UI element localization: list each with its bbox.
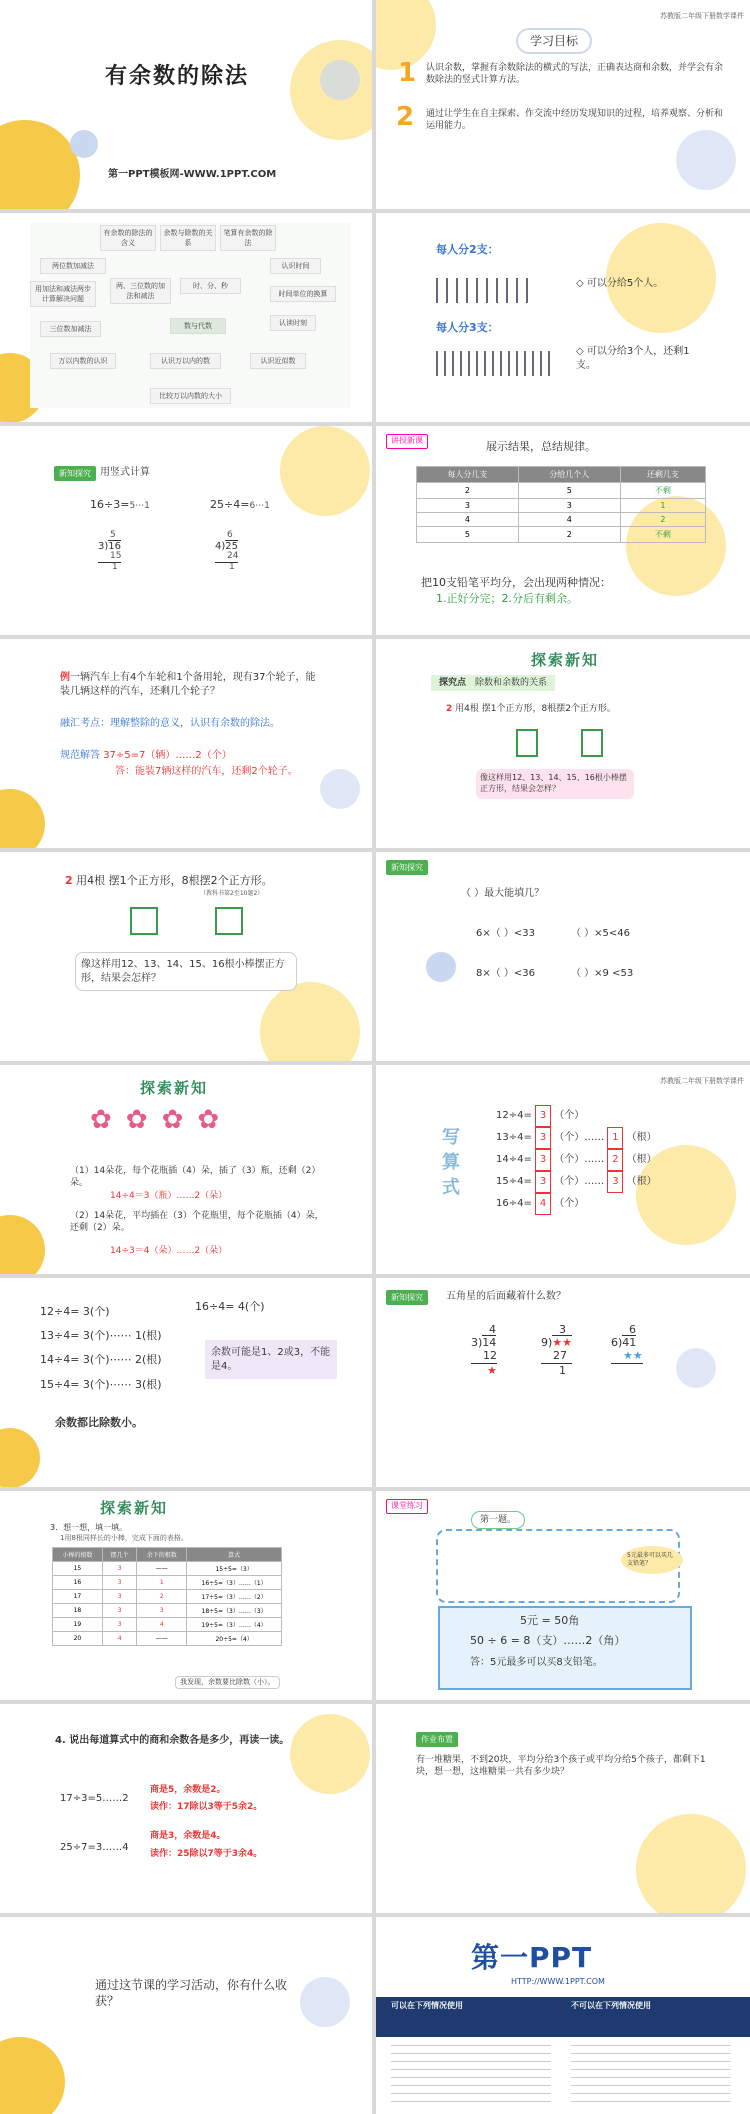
- deco-circle: [636, 1814, 746, 1913]
- slide-example[interactable]: [0, 639, 372, 848]
- question-bubble: 像这样用12、13、14、15、16根小棒摆正方形，结果会怎样？: [476, 769, 634, 799]
- section-badge: 新知探究: [54, 466, 96, 481]
- goal-1: 认识余数，掌握有余数除法的横式的写法，正确表达商和余数，并学会有余数除法的竖式计算方法。: [426, 63, 724, 86]
- solution: 规范解答 37÷5=7（辆）……2（个）: [60, 750, 232, 761]
- remainder-right: 16÷4= 4(个): [195, 1300, 265, 1313]
- equation-2: 25÷7=3……4: [60, 1842, 129, 1853]
- link-list: [571, 2045, 731, 2105]
- deco-circle: [0, 2037, 65, 2114]
- header-text: 苏教版二年级下册数学课件: [660, 12, 744, 20]
- slide-write-equations[interactable]: [376, 1065, 750, 1274]
- square: [581, 729, 603, 757]
- slide-exercise-1[interactable]: [376, 1491, 750, 1700]
- slide-mindmap[interactable]: [0, 213, 372, 422]
- forbidden-heading: 不可以在下列情况使用: [571, 2001, 651, 2010]
- slide-reflection[interactable]: [0, 1917, 372, 2114]
- section-badge: 新知探究: [386, 1290, 428, 1305]
- equation-1: 14÷4＝3（瓶）……2（朵）: [110, 1191, 228, 1201]
- division-a: 4 3)14 12 ★: [471, 1323, 497, 1377]
- speech-bubble: 5元最多可以买几支铅笔？: [621, 1546, 683, 1574]
- star-icon: ★: [487, 1363, 497, 1377]
- slide-table-summary[interactable]: [376, 426, 750, 635]
- inequality: 6×（ ）<33: [476, 928, 536, 939]
- slide-explore-1[interactable]: [376, 639, 750, 848]
- slide-table-fill[interactable]: [0, 1491, 372, 1700]
- deco-circle: [70, 130, 98, 158]
- square: [516, 729, 538, 757]
- slide-read-equations[interactable]: [0, 1704, 372, 1913]
- deco-circle: [320, 60, 360, 100]
- question: 3．想一想，填一填。: [50, 1523, 128, 1532]
- slide-title[interactable]: [0, 0, 372, 209]
- pencils-group: [436, 278, 536, 303]
- deco-circle: [300, 1977, 350, 2027]
- slide-fill-max[interactable]: [376, 852, 750, 1061]
- explore-title: 探索新知: [100, 1499, 169, 1517]
- deco-circle: [676, 1348, 716, 1388]
- reading-2: 读作：25除以7等于3余4。: [150, 1849, 263, 1859]
- problem-2: （2）14朵花，平均插在（3）个花瓶里，每个花瓶插（4）朵，还剩（2）朵。: [70, 1211, 324, 1234]
- flower-vase-icon: ✿✿✿✿: [90, 1105, 234, 1135]
- question-title: （ ）最大能填几？: [461, 888, 545, 899]
- answer-line-2: 50 ÷ 6 = 8（支）……2（角）: [470, 1634, 626, 1647]
- deco-circle: [0, 789, 45, 848]
- goal-2: 通过让学生在自主探索、作交流中经历发现知识的过程，培养观察、分析和运用能力。: [426, 109, 724, 132]
- equation-2: 25÷4=6⋯1: [210, 498, 270, 511]
- node: 认读时刻: [270, 315, 316, 331]
- mindmap-area: [30, 223, 350, 408]
- division-b: 3 9)★★ 27 1: [541, 1323, 573, 1377]
- node: 余数与除数的关系: [160, 225, 216, 251]
- usage-panel: [376, 1997, 750, 2037]
- deco-circle: [676, 130, 736, 190]
- question-title: 五角星的后面藏着什么数？: [446, 1291, 566, 1302]
- note-box: 余数可能是1、2或3，不能是4。: [205, 1340, 337, 1379]
- deco-circle: [0, 1215, 45, 1274]
- deco-circle: [260, 982, 360, 1061]
- site-text: 第一PPT模板网-WWW.1PPT.COM: [108, 169, 277, 180]
- problem-1: （1）14朵花，每个花瓶插（4）朵，插了（3）瓶，还剩（2）朵。: [70, 1166, 321, 1189]
- node: 两、三位数的加法和减法: [110, 278, 171, 304]
- slide-remainder-rule[interactable]: [0, 1278, 372, 1487]
- brand-url: HTTP://WWW.1PPT.COM: [511, 1977, 605, 1986]
- question-title: 4. 说出每道算式中的商和余数各是多少，再读一读。: [55, 1735, 290, 1746]
- slide-flowers[interactable]: [0, 1065, 372, 1274]
- finding-note: 我发现，余数要比除数（小）。: [175, 1676, 280, 1689]
- answer-2: 商是3，余数是4。: [150, 1831, 226, 1841]
- goals-label: 学习目标: [516, 28, 592, 54]
- answer-1: 商是5，余数是2。: [150, 1785, 226, 1795]
- slide-homework[interactable]: [376, 1704, 750, 1913]
- lecture-label: 讲授新课: [386, 434, 428, 449]
- node: 笔算有余数的除法: [220, 225, 276, 251]
- answer: 答：能装7辆这样的汽车，还剩2个轮子。: [115, 766, 298, 777]
- key-point: 融汇考点：理解整除的意义，认识有余数的除法。: [60, 718, 280, 729]
- fill-table: 小棒的根数 摆几个 余下的根数 算式 15 3 —— 15÷5=（3） 16 3 1 16÷5=（3）……（1） 17 3 2 17÷5=（3）……（2） 18 3 3 18÷5=（3）……（3） 19 3 4 19÷5=（3）……（4） 20 4 —— 20÷5=（4）: [52, 1547, 282, 1646]
- remainder-list: 12÷4= 3(个) 13÷4= 3(个)⋯⋯ 1(根) 14÷4= 3(个)⋯⋯ 2(根) 15÷4= 3(个)⋯⋯ 3(根): [40, 1305, 162, 1391]
- node: 时、分、秒: [180, 278, 241, 294]
- deco-circle: [280, 426, 370, 516]
- question-box: 像这样用12、13、14、15、16根小棒摆正方形，结果会怎样？: [75, 952, 297, 991]
- answer-panel: [438, 1606, 692, 1690]
- slide-vertical-calc[interactable]: [0, 426, 372, 635]
- result-table: 每人分几支 分给几个人 还剩几支 2 5 不剩 3 3 1 4 4 2 5 2 不剩: [416, 466, 706, 543]
- deco-circle: [290, 1714, 370, 1794]
- answer-line-1: 5元 = 50角: [520, 1614, 580, 1627]
- node-center: 数与代数: [170, 318, 226, 334]
- explore-title: 探索新知: [531, 651, 600, 669]
- node: 三位数加减法: [40, 321, 101, 337]
- deco-circle: [0, 120, 80, 209]
- reading-1: 读作：17除以3等于5余2。: [150, 1802, 263, 1812]
- slide-hidden-stars[interactable]: [376, 1278, 750, 1487]
- reflection-question: 通过这节课的学习活动，你有什么收获？: [95, 1978, 288, 2009]
- square: [130, 907, 158, 935]
- allowed-heading: 可以在下列情况使用: [391, 2001, 463, 2010]
- line-2-label: 每人分3支：: [436, 321, 499, 334]
- brand-logo: 第一PPT: [471, 1941, 593, 1974]
- equation-list: 12÷4= 3 （个） 13÷4= 3 （个）…… 1 （根） 14÷4= 3 （个）…… 2 （根） 15÷4= 3 （个）…… 3 （根） 16÷4= 4 （个）: [496, 1105, 657, 1215]
- answer-line-3: 答：5元最多可以买8支铅笔。: [470, 1657, 603, 1668]
- node: 认识万以内的数: [150, 353, 221, 369]
- textbook-note: （教科书第2至10题2）: [200, 890, 264, 897]
- summary: 余数都比除数小。: [55, 1416, 143, 1429]
- exercise-head: 第一题。: [471, 1511, 525, 1529]
- sub-question: 1用8根同样长的小棒，完成下面的表格。: [60, 1534, 188, 1542]
- equation-2: 14÷3＝4（朵）……2（朵）: [110, 1246, 228, 1256]
- section-badge: 作业布置: [416, 1732, 458, 1747]
- inequality: （ ）×5<46: [571, 928, 631, 939]
- star-icon: ★★: [611, 1349, 643, 1363]
- header-text: 苏教版二年级下册数学课件: [660, 1077, 744, 1085]
- line-2-result: ◇ 可以分给3个人，还剩1支。: [576, 346, 690, 371]
- deco-circle: [320, 769, 360, 809]
- slide-footer[interactable]: [376, 1917, 750, 2114]
- slide-goals[interactable]: [376, 0, 750, 209]
- line-1-result: ◇ 可以分给5个人。: [576, 278, 664, 289]
- node: 用加法和减法两步计算解决问题: [30, 281, 96, 307]
- slide-pencils[interactable]: [376, 213, 750, 422]
- vertical-2: 6 4)25 24 1: [215, 530, 239, 572]
- square: [215, 907, 243, 935]
- example-problem: 例一辆汽车上有4个车轮和1个备用轮，现有37个轮子，能装几辆这样的汽车，还剩几个轮子？: [60, 672, 316, 697]
- section-badge: 新知探究: [386, 860, 428, 875]
- line-1-label: 每人分2支：: [436, 243, 499, 256]
- node: 两位数加减法: [40, 258, 106, 274]
- vertical-1: 5 3)16 15 1: [98, 530, 122, 572]
- goal-number-2: 2: [396, 102, 415, 132]
- explore-title: 探索新知: [140, 1079, 209, 1097]
- summary-1: 把10支铅笔平均分，会出现两种情况：: [421, 576, 611, 589]
- instruction: 用竖式计算: [100, 467, 150, 478]
- homework-text: 有一堆糖果，不到20块，平均分给3个孩子或平均分给5个孩子，都剩下1块，想一想，这堆糖果一共有多少块？: [416, 1755, 706, 1778]
- inequality: 8×（ ）<36: [476, 968, 536, 979]
- goal-number-1: 1: [398, 58, 417, 88]
- deco-circle: [0, 1428, 40, 1487]
- side-label: 写算式: [442, 1127, 460, 1199]
- node: 认识时间: [270, 258, 321, 274]
- summary-2: 1.正好分完；2.分后有剩余。: [436, 592, 578, 605]
- explore-tag: 探究点 除数和余数的关系: [431, 675, 555, 691]
- node: 比较万以内数的大小: [150, 388, 231, 404]
- node: 时间单位的换算: [270, 286, 336, 302]
- pencils-group: [436, 351, 556, 376]
- practice-label: 课堂练习: [386, 1499, 428, 1514]
- inequality: （ ）×9 <53: [571, 968, 634, 979]
- link-list: [391, 2045, 551, 2105]
- equation-1: 16÷3=5⋯1: [90, 498, 150, 511]
- slide-title-text: 有余数的除法: [105, 64, 250, 89]
- deco-circle: [426, 952, 456, 982]
- division-c: 6 6)41 ★★: [611, 1323, 643, 1363]
- slide-squares[interactable]: [0, 852, 372, 1061]
- explore-text: 2 用4根 摆1个正方形，8根摆2个正方形。: [446, 704, 616, 714]
- node: 有余数的除法的含义: [100, 225, 156, 251]
- node: 认识近似数: [250, 353, 306, 369]
- slide-heading: 展示结果，总结规律。: [486, 440, 596, 453]
- node: 万以内数的认识: [50, 353, 116, 369]
- equation-1: 17÷3=5……2: [60, 1793, 129, 1804]
- squares-text: 2 用4根 摆1个正方形，8根摆2个正方形。: [65, 874, 273, 887]
